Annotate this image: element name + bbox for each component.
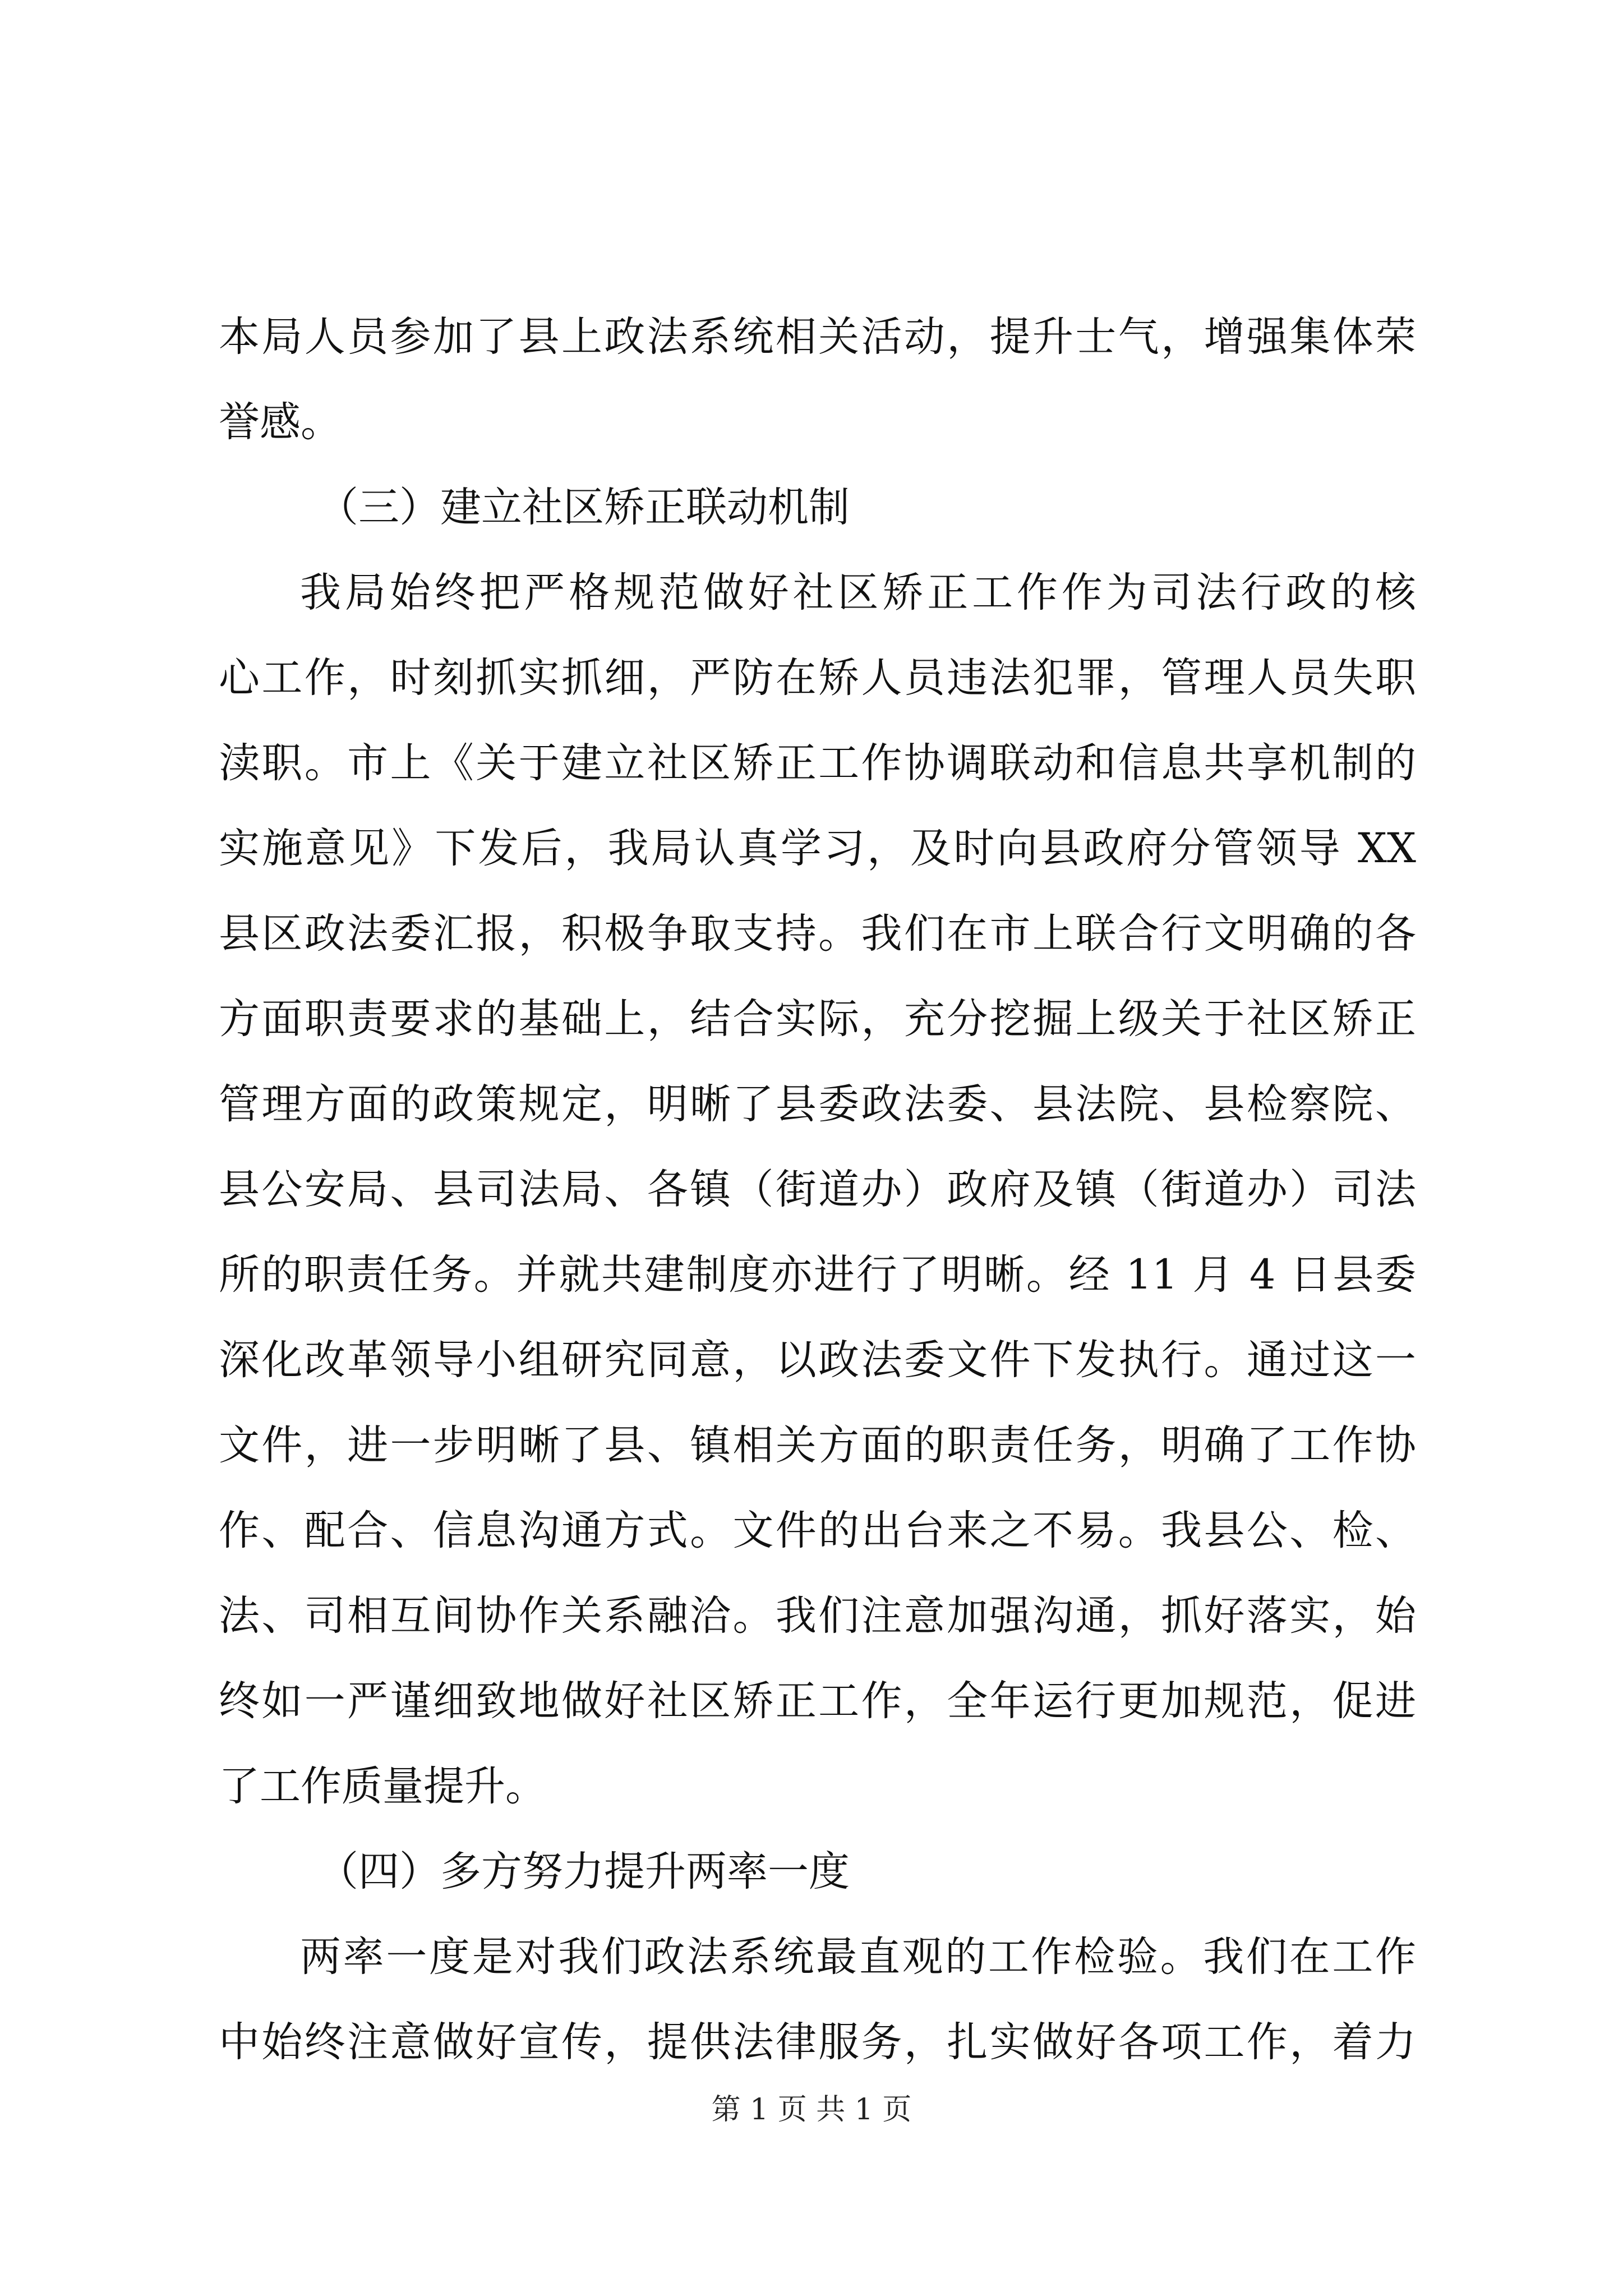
paragraph-first-line: 两率一度是对我们政法系统最直观的工作检验。我们在工作 (300, 1933, 1416, 1981)
body-text-line: 誉感。 (219, 398, 342, 446)
document-body (219, 295, 1416, 2085)
body-text-line: 中始终注意做好宣传，提供法律服务，扎实做好各项工作，着力 (219, 2018, 1416, 2066)
page-number-footer: 第 1 页 共 1 页 (711, 2093, 912, 2127)
body-text-line: 本局人员参加了县上政法系统相关活动，提升士气，增强集体荣 (219, 313, 1416, 361)
body-text-line: 实施意见》下发后，我局认真学习，及时向县政府分管领导 XX (219, 825, 1416, 872)
body-text-line: 文件，进一步明晰了县、镇相关方面的职责任务，明确了工作协 (219, 1421, 1416, 1469)
section-heading: （三）建立社区矫正联动机制 (317, 484, 850, 531)
body-text-line: 所的职责任务。并就共建制度亦进行了明晰。经 11 月 4 日县委 (219, 1251, 1416, 1299)
body-text-line: 心工作，时刻抓实抓细，严防在矫人员违法犯罪，管理人员失职 (219, 654, 1416, 702)
body-text-line: 深化改革领导小组研究同意，以政法委文件下发执行。通过这一 (219, 1336, 1416, 1384)
body-text-line: 方面职责要求的基础上，结合实际，充分挖掘上级关于社区矫正 (219, 995, 1416, 1043)
body-text-line: 管理方面的政策规定，明晰了县委政法委、县法院、县检察院、 (219, 1080, 1416, 1128)
body-text-line: 作、配合、信息沟通方式。文件的出台来之不易。我县公、检、 (219, 1507, 1416, 1554)
body-text-line: 了工作质量提升。 (219, 1763, 546, 1810)
paragraph-first-line: 我局始终把严格规范做好社区矫正工作作为司法行政的核 (300, 569, 1416, 616)
section-heading: （四）多方努力提升两率一度 (317, 1848, 850, 1895)
body-text-line: 渎职。市上《关于建立社区矫正工作协调联动和信息共享机制的 (219, 739, 1416, 787)
body-text-line: 县公安局、县司法局、各镇（街道办）政府及镇（街道办）司法 (219, 1166, 1416, 1213)
body-text-line: 终如一严谨细致地做好社区矫正工作，全年运行更加规范，促进 (219, 1677, 1416, 1725)
body-text-line: 县区政法委汇报，积极争取支持。我们在市上联合行文明确的各 (219, 910, 1416, 958)
body-text-line: 法、司相互间协作关系融洽。我们注意加强沟通，抓好落实，始 (219, 1592, 1416, 1640)
